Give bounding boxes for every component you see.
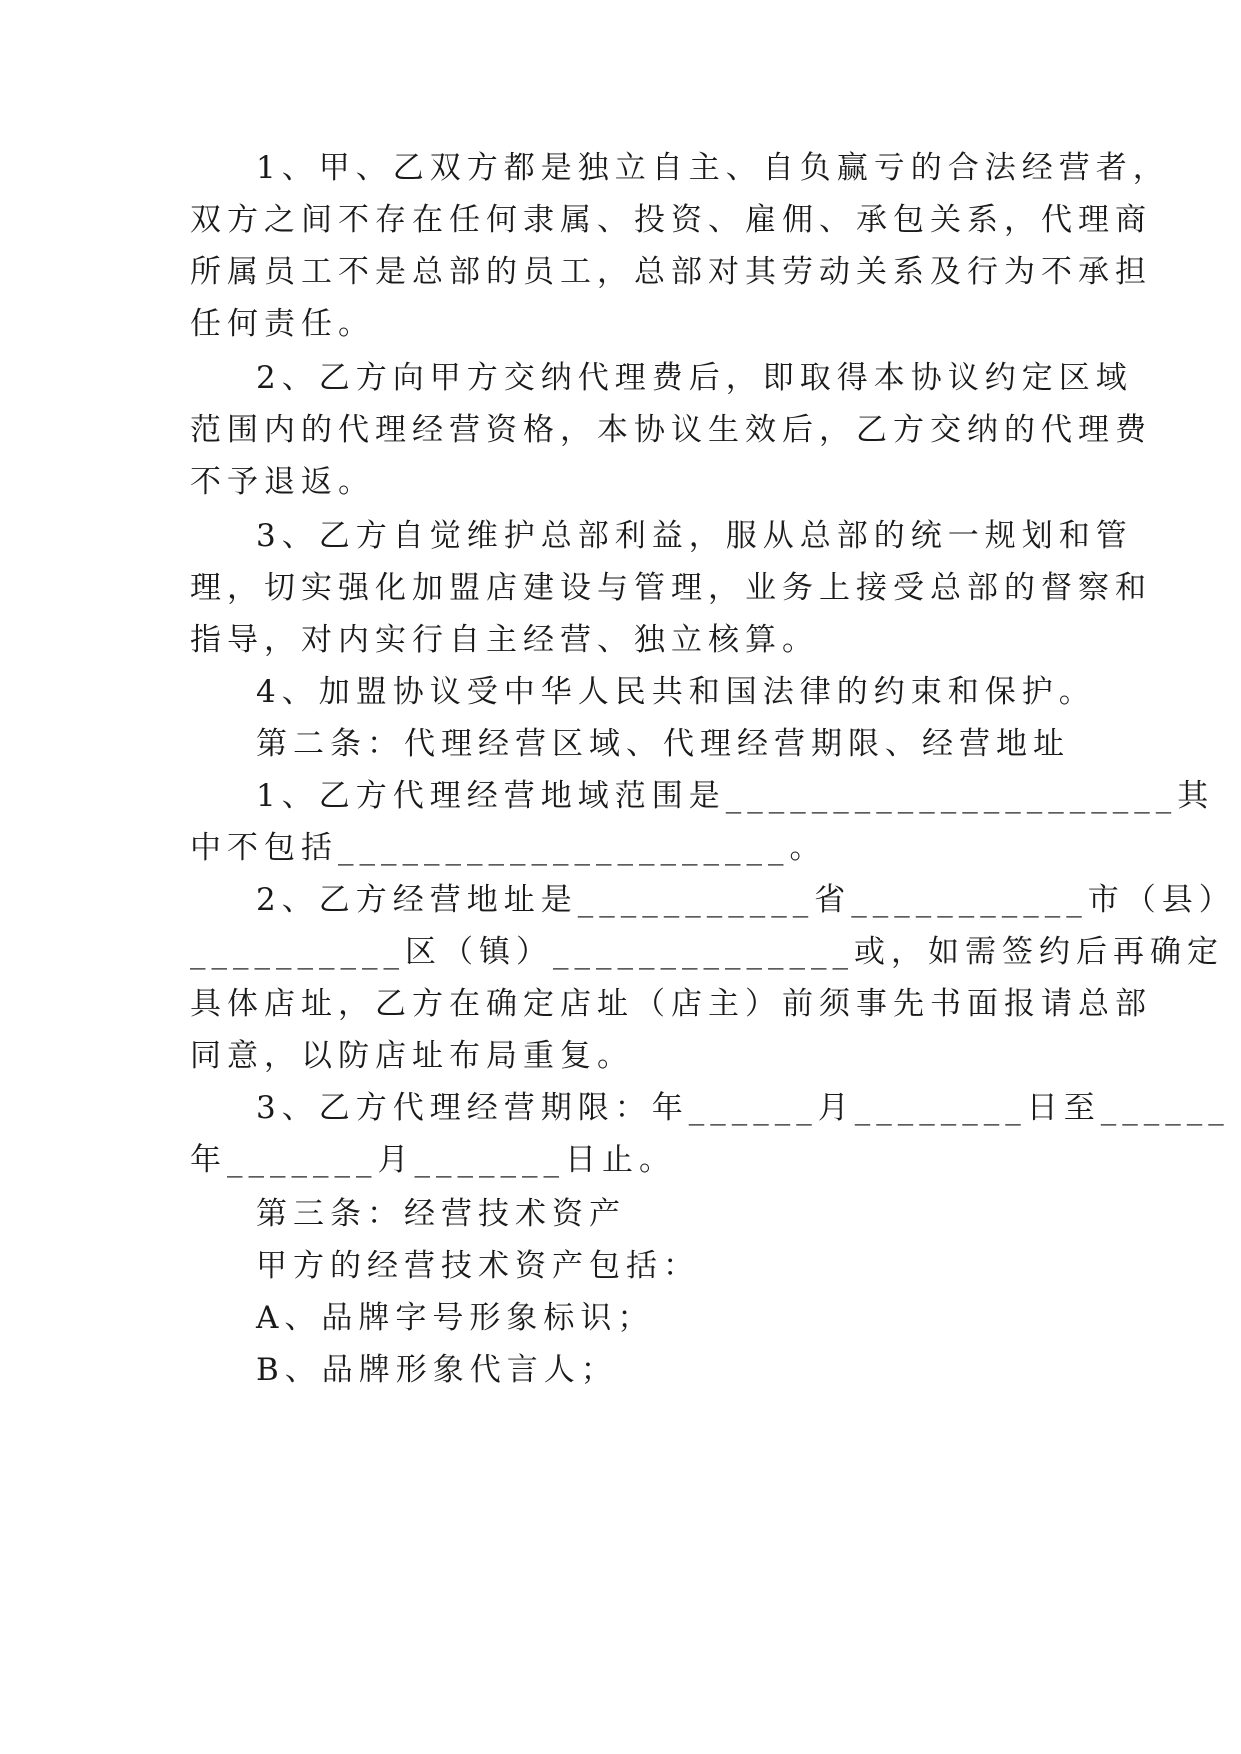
clause-1-3-line-3: 指导，对内实行自主经营、独立核算。 xyxy=(190,622,819,658)
clause-2-2-line-2: __________区（镇）______________或，如需签约后再确定 xyxy=(190,934,1224,970)
clause-2-1-line-2: 中不包括_____________________。 xyxy=(190,830,827,866)
clause-1-3-line-1: 3、乙方自觉维护总部利益，服从总部的统一规划和管 xyxy=(256,518,1133,554)
article-3-intro: 甲方的经营技术资产包括： xyxy=(256,1248,700,1284)
article-2-heading: 第二条：代理经营区域、代理经营期限、经营地址 xyxy=(256,726,1070,762)
clause-2-3-line-1: 3、乙方代理经营期限：年______月________日至______ xyxy=(256,1090,1230,1126)
clause-1-1-line-2: 双方之间不存在任何隶属、投资、雇佣、承包关系，代理商 xyxy=(190,202,1152,238)
clause-1-2-line-2: 范围内的代理经营资格，本协议生效后，乙方交纳的代理费 xyxy=(190,412,1152,448)
clause-2-1-line-1: 1、乙方代理经营地域范围是_____________________其 xyxy=(256,778,1215,814)
clause-1-1-line-4: 任何责任。 xyxy=(190,306,375,342)
clause-1-4-line-1: 4、加盟协议受中华人民共和国法律的约束和保护。 xyxy=(256,674,1096,710)
clause-2-3-line-2: 年_______月_______日止。 xyxy=(190,1142,676,1178)
clause-1-1-line-1: 1、甲、乙双方都是独立自主、自负赢亏的合法经营者， xyxy=(256,150,1170,186)
clause-1-3-line-2: 理，切实强化加盟店建设与管理，业务上接受总部的督察和 xyxy=(190,570,1152,606)
clause-1-2-line-3: 不予退返。 xyxy=(190,464,375,500)
asset-item-a: A、品牌字号形象标识； xyxy=(256,1300,655,1336)
clause-2-2-line-3: 具体店址，乙方在确定店址（店主）前须事先书面报请总部 xyxy=(190,986,1152,1022)
clause-2-2-line-4: 同意，以防店址布局重复。 xyxy=(190,1038,634,1074)
asset-item-b: B、品牌形象代言人； xyxy=(256,1352,618,1388)
article-3-heading: 第三条：经营技术资产 xyxy=(256,1196,626,1232)
clause-1-2-line-1: 2、乙方向甲方交纳代理费后，即取得本协议约定区域 xyxy=(256,360,1133,396)
clause-1-1-line-3: 所属员工不是总部的员工，总部对其劳动关系及行为不承担 xyxy=(190,254,1152,290)
clause-2-2-line-1: 2、乙方经营地址是___________省___________市（县） xyxy=(256,882,1236,918)
